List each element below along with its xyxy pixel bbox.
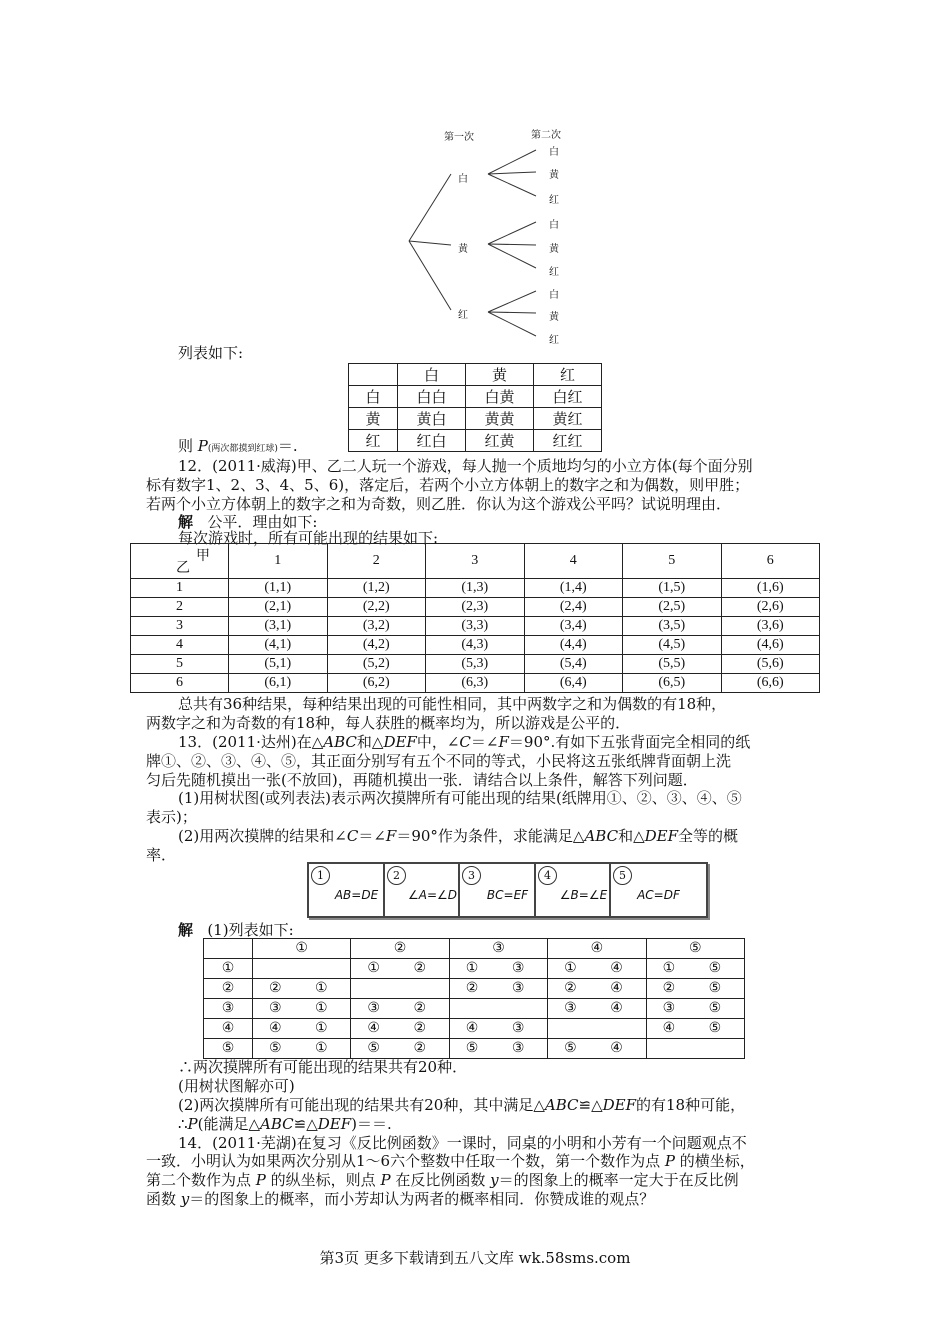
tree-node-second: 白 <box>549 290 559 301</box>
page-footer: 第3页 更多下载请到五八文库 wk.58sms.com <box>319 1249 631 1267</box>
q13-part2-line1: (2)用两次摸牌的结果和∠C＝∠F＝90°作为条件，求能满足△ABC和△DEF全等的概 <box>178 827 739 845</box>
table-cell: (3,6) <box>721 617 820 636</box>
q13-after-line3: (2)两次摸牌所有可能出现的结果共有20种，其中满足△ABC≌△DEF的有18种可能， <box>178 1096 746 1114</box>
table-cell <box>253 959 351 979</box>
q12-solution-line2: 每次游戏时，所有可能出现的结果如下: <box>178 529 439 547</box>
table-header-cell: 5 <box>623 544 722 579</box>
q13-part1-line1: (1)用树状图(或列表法)表示两次摸牌所有可能出现的结果(纸牌用①、②、③、④、⑤ <box>178 789 742 807</box>
table-cell: (6,4) <box>524 674 623 693</box>
table-cell <box>349 364 398 386</box>
card-number: 2 <box>387 866 406 885</box>
branch-root-red <box>409 241 451 310</box>
list-intro: 列表如下: <box>178 344 244 362</box>
table-cell: (2,5) <box>623 598 722 617</box>
tree-first-label: 第一次 <box>444 132 474 143</box>
table-cell: (1,3) <box>426 579 525 598</box>
tree-node-first-1: 白 <box>458 174 468 185</box>
table-cell: 1 <box>131 579 229 598</box>
table-cell: ① ② <box>351 959 449 979</box>
table-cell: ④ ① <box>253 1019 351 1039</box>
table-header-cell: ③ <box>449 939 547 959</box>
table-cell: (3,5) <box>623 617 722 636</box>
card-equation: ∠A=∠D <box>407 888 458 902</box>
table-cell: 白红 <box>534 386 602 408</box>
card-equation: BC=EF <box>486 888 529 902</box>
card-equation: AC=DF <box>637 888 680 902</box>
q13-line3: 匀后先随机摸出一张(不放回)，再随机摸出一张．请结合以上条件，解答下列问题． <box>146 771 698 789</box>
corner-bottom-label: 乙 <box>176 561 190 576</box>
table-cell: 黄红 <box>534 408 602 430</box>
table-cell: (6,6) <box>721 674 820 693</box>
table-cell: 黄白 <box>398 408 466 430</box>
tree-node-second: 白 <box>549 220 559 231</box>
table-row <box>131 674 820 693</box>
table-cell: (4,6) <box>721 636 820 655</box>
table-cell: 红 <box>534 364 602 386</box>
table-cell: (3,2) <box>327 617 426 636</box>
q12-conclusion-line2: 两数字之和为奇数的有18种，每人获胜的概率均为，所以游戏是公平的． <box>146 714 631 732</box>
table-cell: (2,6) <box>721 598 820 617</box>
table-cell: ② ⑤ <box>646 979 744 999</box>
table-cell: (3,3) <box>426 617 525 636</box>
card-number: 3 <box>462 866 481 885</box>
table-cell: ③ ② <box>351 999 449 1019</box>
q14-line1: 14．(2011·芜湖)在复习《反比例函数》一课时，同桌的小明和小芳有一个问题观点不 <box>178 1134 747 1152</box>
table-row <box>204 939 745 959</box>
q13-part2-line2: 率． <box>146 846 177 864</box>
table-header-cell: ② <box>351 939 449 959</box>
table-cell <box>204 939 253 959</box>
table-cell: ⑤ ② <box>351 1039 449 1059</box>
table-cell <box>351 979 449 999</box>
table-header-cell: 3 <box>426 544 525 579</box>
branch-root-white <box>409 174 451 241</box>
card-5 <box>609 862 708 918</box>
tree-second-label: 第二次 <box>531 130 561 141</box>
table-cell: 红红 <box>534 430 602 452</box>
table-cell: ⑤ <box>204 1039 253 1059</box>
table-cell: ③ <box>204 999 253 1019</box>
table-cell: (2,4) <box>524 598 623 617</box>
table-header-cell: 1 <box>229 544 328 579</box>
table-cell <box>548 1019 646 1039</box>
table-cell: ⑤ ④ <box>548 1039 646 1059</box>
table-row <box>131 544 820 579</box>
table-cell: (5,1) <box>229 655 328 674</box>
q13-line2: 牌①、②、③、④、⑤，其正面分别写有五个不同的等式，小民将这五张纸牌背面朝上洗 <box>146 752 732 770</box>
table-cell: (6,1) <box>229 674 328 693</box>
table-row <box>204 959 745 979</box>
card-number: 4 <box>538 866 557 885</box>
color-table <box>348 363 602 452</box>
table-cell: (2,2) <box>327 598 426 617</box>
table-corner-cell <box>131 544 229 579</box>
table-cell: 白黄 <box>466 386 534 408</box>
table-cell: ④ <box>204 1019 253 1039</box>
table-cell: (4,4) <box>524 636 623 655</box>
table-row <box>349 386 602 408</box>
table-cell: 5 <box>131 655 229 674</box>
q13-after-line2: (用树状图解亦可) <box>178 1077 295 1095</box>
table-cell: 白 <box>349 386 398 408</box>
table-cell: ③ ⑤ <box>646 999 744 1019</box>
table-cell: (2,3) <box>426 598 525 617</box>
table-row <box>131 579 820 598</box>
table-cell: ③ ④ <box>548 999 646 1019</box>
q12-line1: 12．(2011·威海)甲、乙二人玩一个游戏，每人抛一个质地均匀的小立方体(每个面分别 <box>178 457 753 475</box>
table-cell: ④ ③ <box>449 1019 547 1039</box>
table-row <box>349 430 602 452</box>
table-cell: (2,1) <box>229 598 328 617</box>
table-cell: (5,3) <box>426 655 525 674</box>
table-cell: ① ④ <box>548 959 646 979</box>
table-cell: ② ④ <box>548 979 646 999</box>
table-cell: 白 <box>398 364 466 386</box>
table-cell: ② ③ <box>449 979 547 999</box>
table-cell: (1,2) <box>327 579 426 598</box>
table-cell: (5,5) <box>623 655 722 674</box>
tree-node-second: 黄 <box>549 170 559 181</box>
table-cell: ⑤ ③ <box>449 1039 547 1059</box>
q13-solution-label: 解 (1)列表如下: <box>178 921 294 939</box>
tree-node-second: 白 <box>549 147 559 158</box>
table-row <box>131 636 820 655</box>
table-cell <box>449 999 547 1019</box>
branch-root-yellow <box>409 241 451 245</box>
tree-node-second: 红 <box>549 335 559 346</box>
table-cell: ② ① <box>253 979 351 999</box>
table-cell: 红 <box>349 430 398 452</box>
table-row <box>349 408 602 430</box>
table-cell: (1,4) <box>524 579 623 598</box>
table-row <box>131 617 820 636</box>
table-cell: (1,1) <box>229 579 328 598</box>
tree-node-second: 黄 <box>549 312 559 323</box>
table-cell: 黄 <box>349 408 398 430</box>
table-row <box>204 999 745 1019</box>
tree-node-first-2: 黄 <box>458 244 468 255</box>
table-row <box>204 979 745 999</box>
q13-after-line4: ∴P(能满足△ABC≌△DEF)＝＝. <box>178 1115 392 1133</box>
q12-line2: 标有数字1、2、3、4、5、6)，落定后，若两个小立方体朝上的数字之和为偶数，则甲胜； <box>146 476 750 494</box>
table-cell: (4,2) <box>327 636 426 655</box>
table-cell: (5,4) <box>524 655 623 674</box>
table-cell: 2 <box>131 598 229 617</box>
card-equation: ∠B=∠E <box>559 888 608 902</box>
table-cell: ① ⑤ <box>646 959 744 979</box>
q13-part1-line2: 表示)； <box>146 808 197 826</box>
table-header-cell: 6 <box>721 544 820 579</box>
table-cell: 6 <box>131 674 229 693</box>
table-header-cell: 2 <box>327 544 426 579</box>
q13-line1: 13．(2011·达州)在△ABC和△DEF中，∠C＝∠F＝90°.有如下五张背面完全相同的纸 <box>178 733 751 751</box>
table-row <box>349 364 602 386</box>
dice-table <box>130 543 820 693</box>
table-cell: (6,2) <box>327 674 426 693</box>
table-cell: ④ ② <box>351 1019 449 1039</box>
table-cell: 红白 <box>398 430 466 452</box>
tree-node-first-3: 红 <box>458 310 468 321</box>
corner-top-label: 甲 <box>196 549 210 564</box>
table-cell: ① ③ <box>449 959 547 979</box>
card-number: 1 <box>311 866 330 885</box>
table-header-cell: ④ <box>548 939 646 959</box>
q12-conclusion-line1: 总共有36种结果，每种结果出现的可能性相同，其中两数字之和为偶数的有18种， <box>178 695 727 713</box>
table-cell: (5,6) <box>721 655 820 674</box>
table-cell: 白白 <box>398 386 466 408</box>
table-header-cell: 4 <box>524 544 623 579</box>
table-header-cell: ⑤ <box>646 939 744 959</box>
table-cell: (4,1) <box>229 636 328 655</box>
table-cell: (6,5) <box>623 674 722 693</box>
table-cell: (3,4) <box>524 617 623 636</box>
q12-solution: 解 公平．理由如下: <box>178 513 318 531</box>
q14-line2: 一致．小明认为如果两次分别从1～6六个整数中任取一个数，第一个数作为点 P 的横坐标， <box>146 1152 755 1170</box>
tree-node-second: 黄 <box>549 244 559 255</box>
table-cell: ② <box>204 979 253 999</box>
card-number: 5 <box>613 866 632 885</box>
table-row <box>131 655 820 674</box>
table-row <box>204 1019 745 1039</box>
q13-after-line1: ∴两次摸牌所有可能出现的结果共有20种． <box>178 1058 468 1076</box>
table-cell: 黄黄 <box>466 408 534 430</box>
table-cell: (4,3) <box>426 636 525 655</box>
q14-line3: 第二个数作为点 P 的纵坐标，则点 P 在反比例函数 y＝的图象上的概率一定大于在反比例 <box>146 1171 739 1189</box>
card-pair-table <box>203 938 745 1059</box>
table-row <box>131 598 820 617</box>
table-cell: (1,6) <box>721 579 820 598</box>
tree-branches <box>400 120 600 350</box>
table-row <box>204 1039 745 1059</box>
tree-node-second: 红 <box>549 195 559 206</box>
table-cell: (6,3) <box>426 674 525 693</box>
table-cell: ③ ① <box>253 999 351 1019</box>
table-cell: (4,5) <box>623 636 722 655</box>
table-header-cell: ① <box>253 939 351 959</box>
table-cell: ④ ⑤ <box>646 1019 744 1039</box>
table-cell: 3 <box>131 617 229 636</box>
q14-line4: 函数 y＝的图象上的概率，而小芳却认为两者的概率相同．你赞成谁的观点？ <box>146 1190 655 1208</box>
table-cell: (5,2) <box>327 655 426 674</box>
table-cell: ⑤ ① <box>253 1039 351 1059</box>
card-equation: AB=DE <box>334 888 379 902</box>
table-cell: ① <box>204 959 253 979</box>
table-cell <box>646 1039 744 1059</box>
table-cell: 4 <box>131 636 229 655</box>
table-cell: (3,1) <box>229 617 328 636</box>
q12-line3: 若两个小立方体朝上的数字之和为奇数，则乙胜．你认为这个游戏公平吗？试说明理由． <box>146 495 732 513</box>
table-cell: 红黄 <box>466 430 534 452</box>
table-cell: (1,5) <box>623 579 722 598</box>
tree-node-second: 红 <box>549 267 559 278</box>
table-cell: 黄 <box>466 364 534 386</box>
probability-line: 则 P(两次都摸到红球)＝. <box>178 437 298 455</box>
